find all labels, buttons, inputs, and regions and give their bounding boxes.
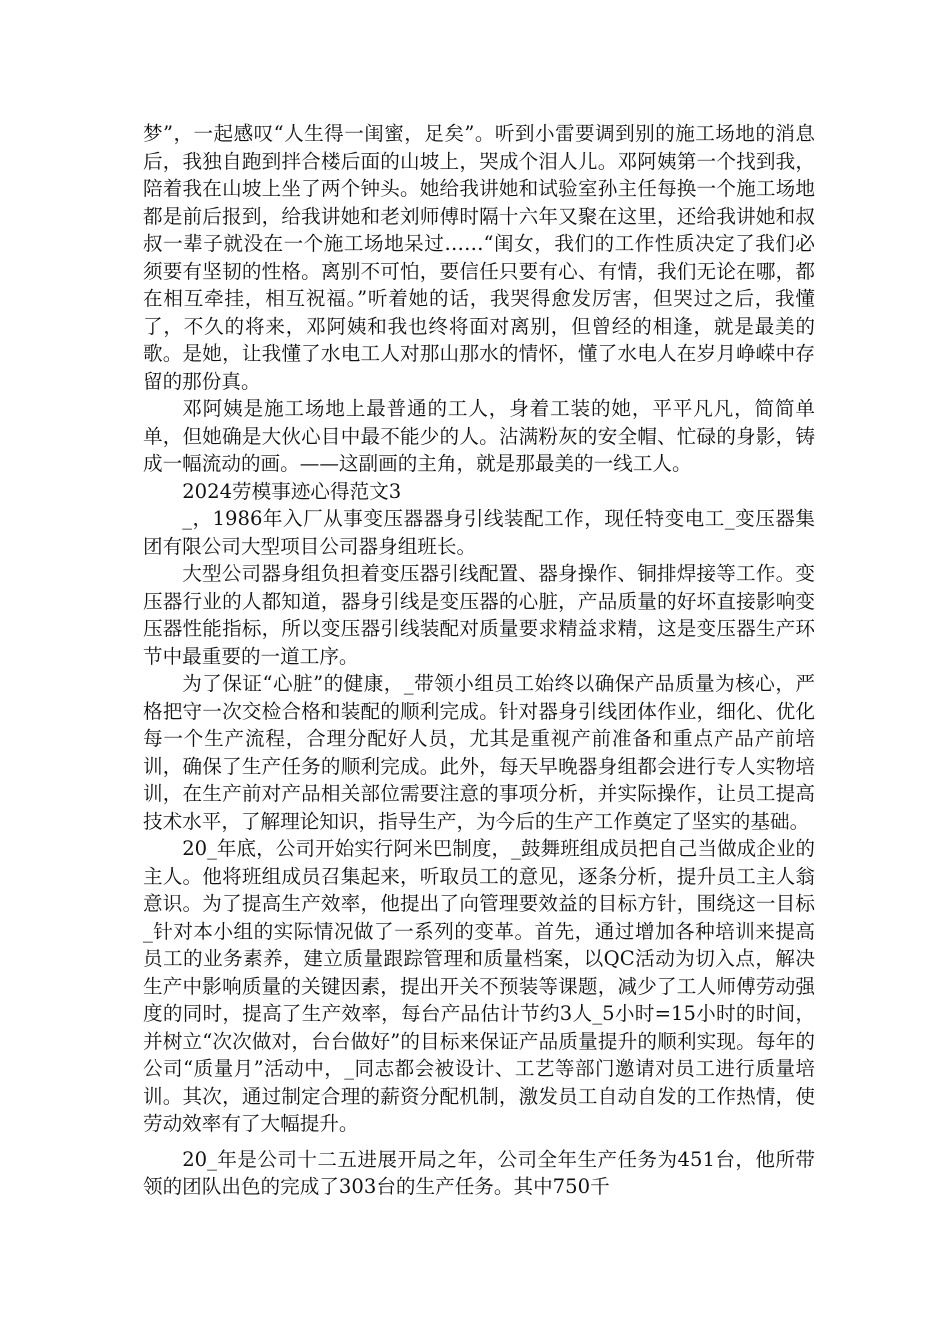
- body-paragraph: 邓阿姨是施工场地上最普通的工人，身着工装的她，平平凡凡，简简单单，但她确是大伙心目中最不能少的人。沾满粉灰的安全帽、忙碌的身影，铸成一幅流动的画。——这副画的主角，就是那最美的一线工人。: [143, 397, 815, 475]
- body-paragraph: 梦”，一起感叹“人生得一闺蜜，足矣”。听到小雷要调到别的施工场地的消息后，我独自跑到拌合楼后面的山坡上，哭成个泪人儿。邓阿姨第一个找到我，陪着我在山坡上坐了两个钟头。她给我讲她和试验室孙主任每换一个施工场地都是前后报到，给我讲她和老刘师傅时隔十六年又聚在这里，还给我讲她和叔叔一辈子就没在一个施工场地呆过……“闺女，我们的工作性质决定了我们必须要有坚韧的性格。离别不可怕，要信任只要有心、有情，我们无论在哪，都在相互牵挂，相互祝福。”听着她的话，我哭得愈发厉害，但哭过之后，我懂了，不久的将来，邓阿姨和我也终将面对离别，但曾经的相逢，就是最美的歌。是她，让我懂了水电工人对那山那水的情怀，懂了水电人在岁月峥嵘中存留的那份真。: [143, 122, 815, 393]
- body-paragraph: 大型公司器身组负担着变压器引线配置、器身操作、铜排焊接等工作。变压器行业的人都知道，器身引线是变压器的心脏，产品质量的好坏直接影响变压器性能指标，所以变压器引线装配对质量要求精益求精，这是变压器生产环节中最重要的一道工序。: [143, 562, 815, 668]
- body-paragraph: _，1986年入厂从事变压器器身引线装配工作，现任特变电工_变压器集团有限公司大型项目公司器身组班长。: [143, 507, 815, 558]
- body-paragraph: 为了保证“心脏”的健康，_带领小组员工始终以确保产品质量为核心，严格把守一次交检合格和装配的顺利完成。针对器身引线团体作业，细化、优化每一个生产流程，合理分配好人员，尤其是重视产前准备和重点产品产前培训，确保了生产任务的顺利完成。此外，每天早晚器身组都会进行专人实物培训，在生产前对产品相关部位需要注意的事项分析，并实际操作，让员工提高技术水平，了解理论知识，指导生产，为今后的生产工作奠定了坚实的基础。: [143, 672, 815, 833]
- body-paragraph: 20_年是公司十二五进展开局之年，公司全年生产任务为451台，他所带领的团队出色的完成了303台的生产任务。其中750千: [143, 1147, 815, 1198]
- body-paragraph: 20_年底，公司开始实行阿米巴制度，_鼓舞班组成员把自己当做成企业的主人。他将班组成员召集起来，听取员工的意见，逐条分析，提升员工主人翁意识。为了提高生产效率，他提出了向管理要效益的目标方针，围绕这一目标_针对本小组的实际情况做了一系列的变革。首先，通过增加各种培训来提高员工的业务素养，建立质量跟踪管理和质量档案，以QC活动为切入点，解决生产中影响质量的关键因素，提出开关不预装等课题，减少了工人师傅劳动强度的同时，提高了生产效率，每台产品估计节约3人_5小时=15小时的时间，并树立“次次做对，台台做好”的目标来保证产品质量提升的顺利实现。每年的公司“质量月”活动中，_同志都会被设计、工艺等部门邀请对员工进行质量培训。其次，通过制定合理的薪资分配机制，激发员工自动自发的工作热情，使劳动效率有了大幅提升。: [143, 837, 815, 1135]
- section-heading: 2024劳模事迹心得范文3: [182, 479, 402, 503]
- document-page: [143, 120, 815, 1201]
